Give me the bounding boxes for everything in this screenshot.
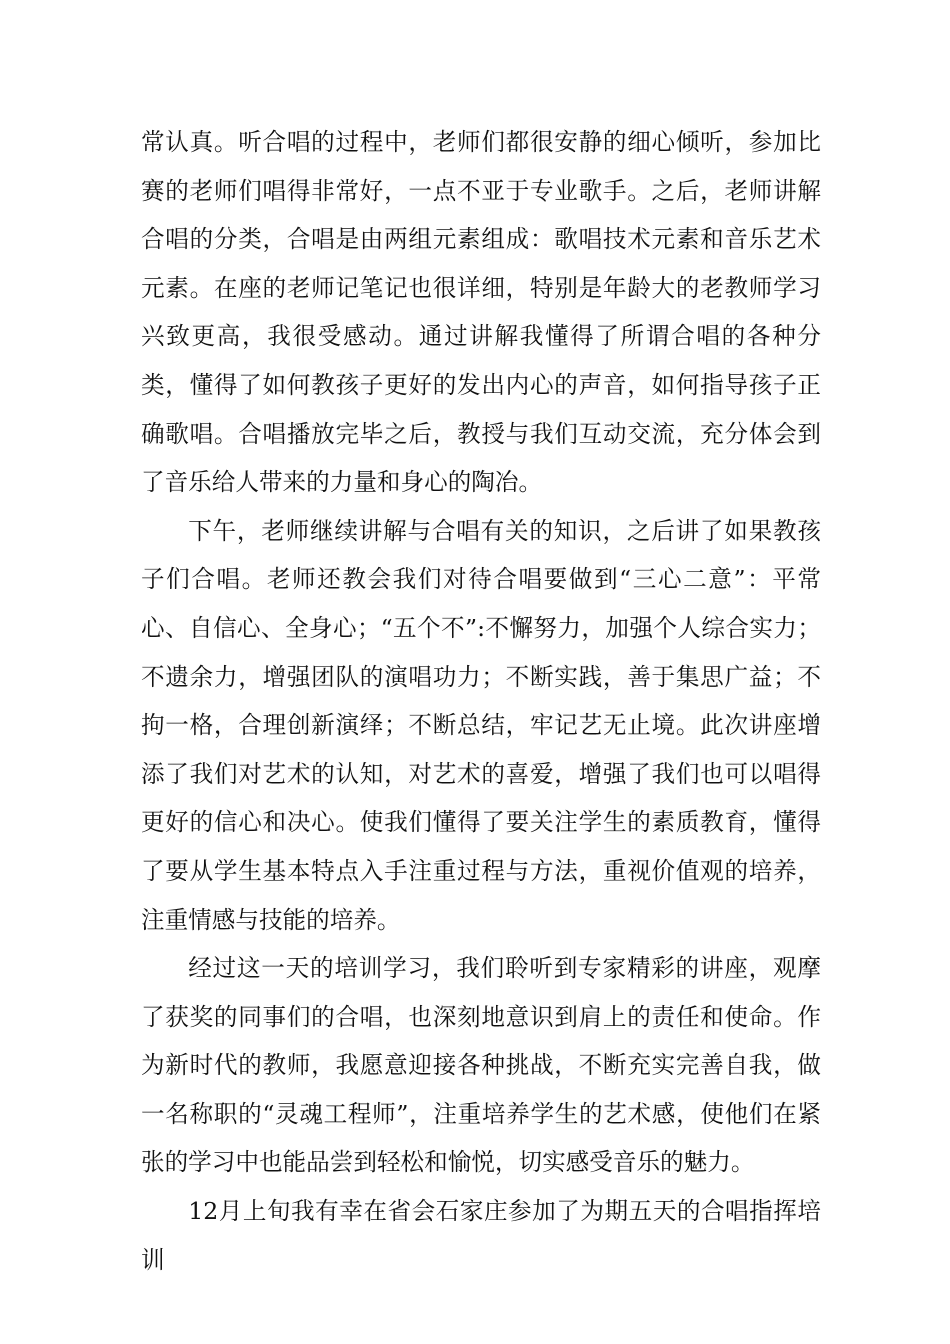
- paragraph-summary: 经过这一天的培训学习，我们聆听到专家精彩的讲座，观摩了获奖的同事们的合唱，也深刻地意识到肩上的责任和使命。作为新时代的教师，我愿意迎接各种挑战，不断充实完善自我，做一名称职的“灵魂工程师”，注重培养学生的艺术感，使他们在紧张的学习中也能品尝到轻松和愉悦，切实感受音乐的魅力。: [141, 954, 821, 1177]
- paragraph-afternoon: 下午，老师继续讲解与合唱有关的知识，之后讲了如果教孩子们合唱。老师还教会我们对待合唱要做到“三心二意”：平常心、自信心、全身心；“五个不”:不懈努力，加强个人综合实力；不遗余力，增强团队的演唱功力；不断实践，善于集思广益；不拘一格，合理创新演绎；不断总结，牢记艺无止境。此次讲座增添了我们对艺术的认知，对艺术的喜爱，增强了我们也可以唱得更好的信心和决心。使我们懂得了要关注学生的素质教育，懂得了要从学生基本特点入手注重过程与方法，重视价值观的培养，注重情感与技能的培养。: [141, 516, 821, 934]
- document-body: [141, 118, 821, 1284]
- paragraph-december-training: 12月上旬我有幸在省会石家庄参加了为期五天的合唱指挥培训: [141, 1197, 821, 1274]
- paragraph-continuation: 常认真。听合唱的过程中，老师们都很安静的细心倾听，参加比赛的老师们唱得非常好，一点不亚于专业歌手。之后，老师讲解合唱的分类，合唱是由两组元素组成：歌唱技术元素和音乐艺术元素。在座的老师记笔记也很详细，特别是年龄大的老教师学习兴致更高，我很受感动。通过讲解我懂得了所谓合唱的各种分类，懂得了如何教孩子更好的发出内心的声音，如何指导孩子正确歌唱。合唱播放完毕之后，教授与我们互动交流，充分体会到了音乐给人带来的力量和身心的陶冶。: [141, 128, 821, 497]
